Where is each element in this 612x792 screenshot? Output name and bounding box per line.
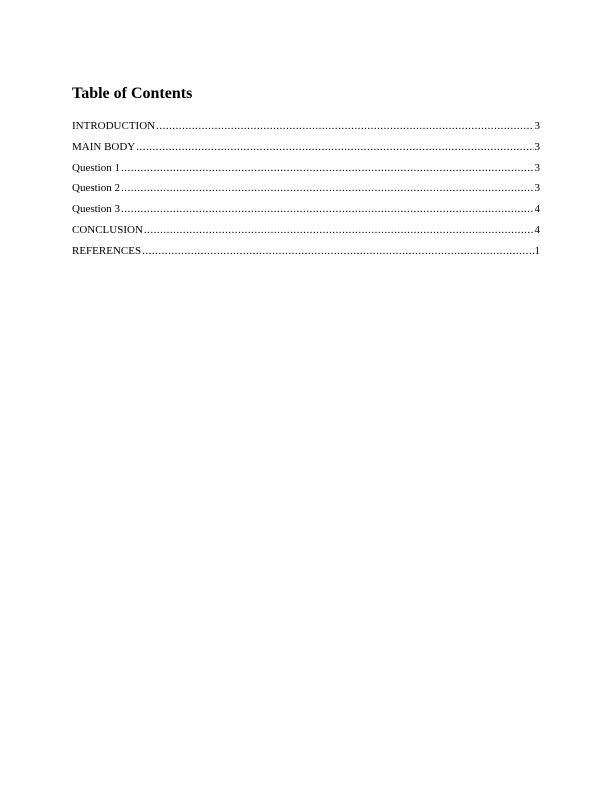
toc-entry-label: Question 2 — [72, 182, 120, 195]
toc-entry-label: CONCLUSION — [72, 223, 143, 236]
toc-entry-page-number: 4 — [534, 203, 540, 216]
toc-entry-label: Question 1 — [72, 161, 120, 174]
toc-entry-page-number: 3 — [534, 140, 540, 153]
toc-entry-page-number: 3 — [534, 161, 540, 174]
toc-entry-page-number: 3 — [534, 182, 540, 195]
toc-dot-leader — [121, 199, 534, 220]
toc-entry-references[interactable] — [72, 241, 540, 262]
toc-entry-label: Question 3 — [72, 203, 120, 216]
toc-entry-question-3[interactable] — [72, 199, 540, 220]
toc-entry-conclusion[interactable] — [72, 220, 540, 241]
toc-dot-leader — [121, 158, 534, 179]
table-of-contents — [72, 84, 540, 262]
toc-entry-label: REFERENCES — [72, 244, 142, 257]
toc-entry-question-1[interactable] — [72, 158, 540, 179]
toc-dot-leader — [136, 137, 533, 158]
toc-dot-leader — [156, 116, 533, 137]
toc-heading: Table of Contents — [72, 85, 193, 102]
toc-dot-leader — [144, 220, 534, 241]
toc-entry-page-number: 1 — [534, 244, 540, 257]
toc-list — [72, 116, 540, 262]
toc-dot-leader — [121, 178, 534, 199]
toc-entry-page-number: 3 — [534, 120, 540, 132]
toc-entry-label: INTRODUCTION — [72, 120, 156, 132]
toc-entry-page-number: 4 — [534, 223, 540, 236]
toc-entry-introduction[interactable] — [72, 116, 540, 137]
toc-dot-leader — [142, 241, 533, 262]
toc-entry-label: MAIN BODY — [72, 140, 136, 153]
toc-entry-question-2[interactable] — [72, 178, 540, 199]
toc-entry-main-body[interactable] — [72, 137, 540, 158]
